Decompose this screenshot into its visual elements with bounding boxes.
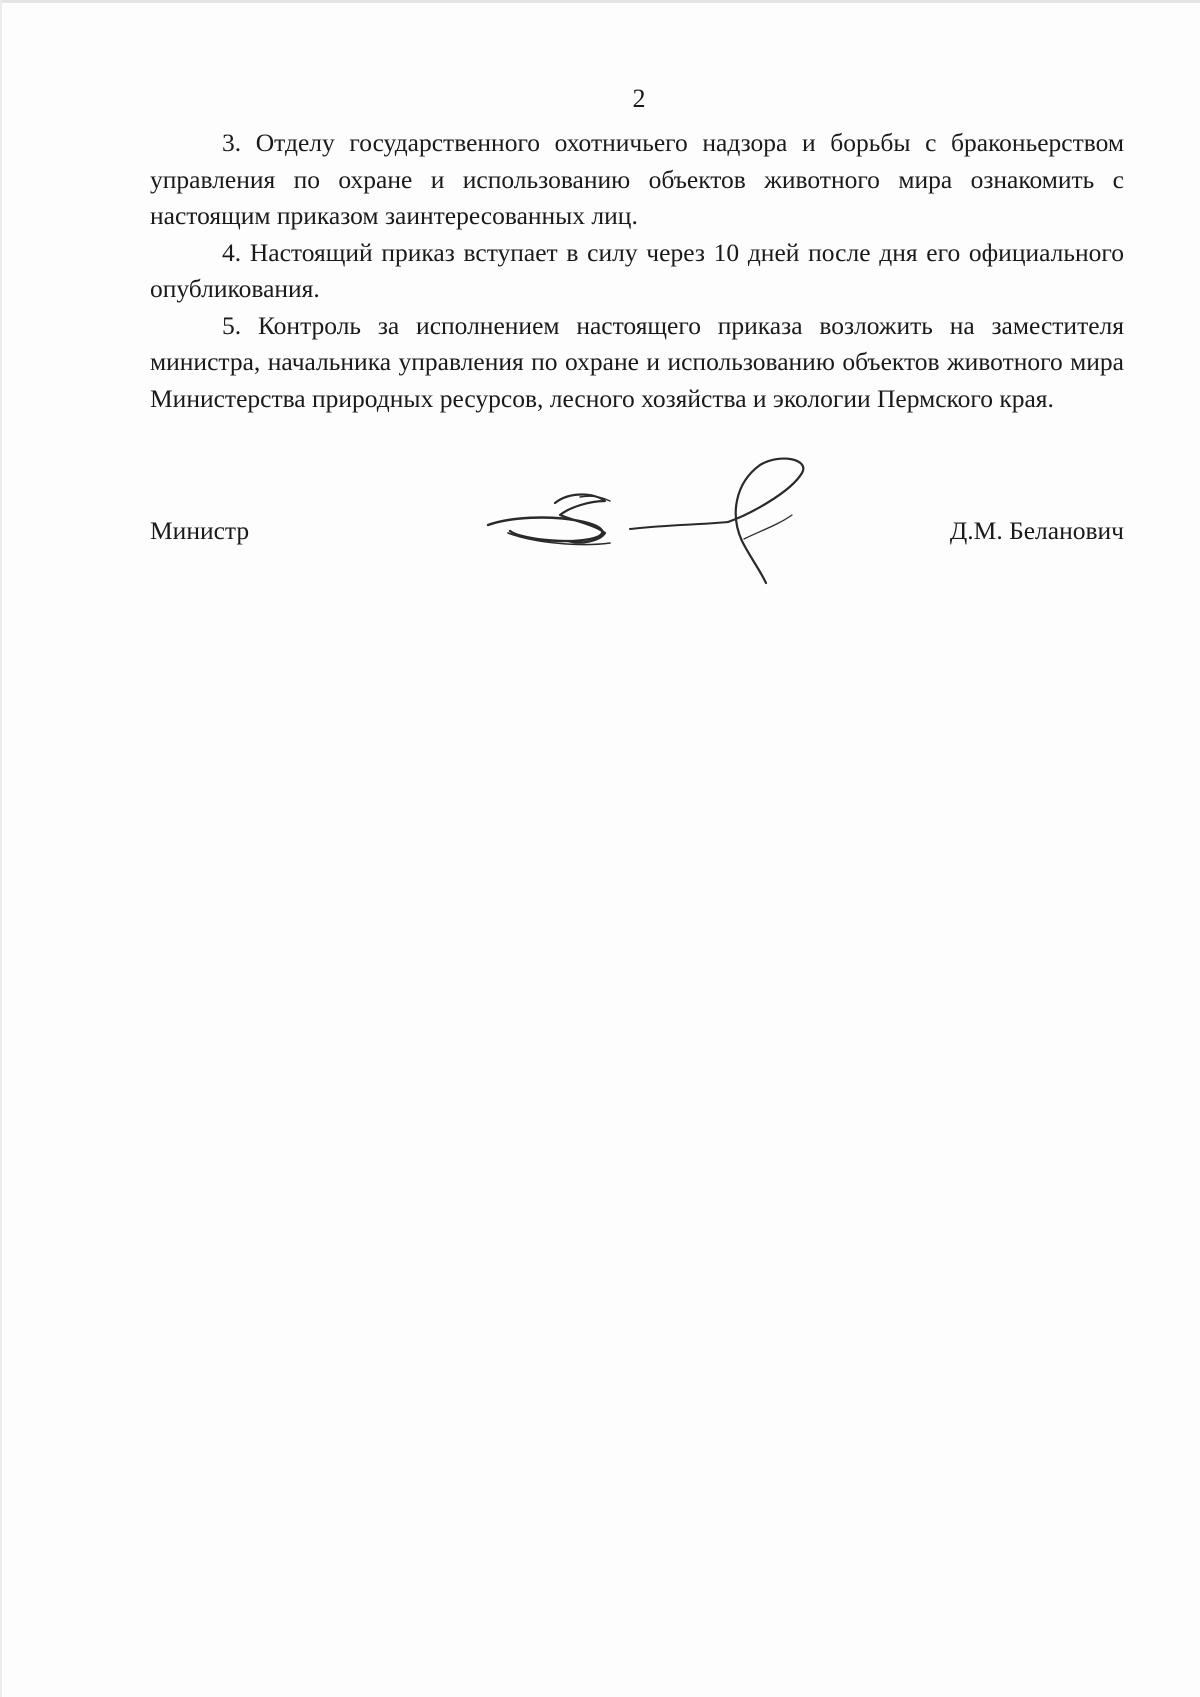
scan-border-top (0, 0, 1200, 3)
paragraph-4: 4. Настоящий приказ вступает в силу через 10 дней после дня его официального опубликования. (150, 237, 1124, 303)
paragraph-5: 5. Контроль за исполнением настоящего приказа возложить на заместителя министра, начальника управления по охране и использованию объектов животного мира Министерства природных ресурсов, лесного хозяйства и экологии Пермского края. (150, 310, 1124, 413)
scan-border-left (0, 0, 2, 1697)
signer-name: Д.М. Беланович (949, 516, 1124, 545)
handwritten-signature (480, 455, 825, 590)
paragraph-3: 3. Отделу государственного охотничьего надзора и борьбы с браконьерством управления по охране и использованию объектов животного мира ознакомить с настоящим приказом заинтересованных лиц. (150, 128, 1124, 230)
document-body (150, 125, 1124, 417)
signer-position: Министр (150, 516, 250, 545)
page-number: 2 (632, 84, 646, 113)
